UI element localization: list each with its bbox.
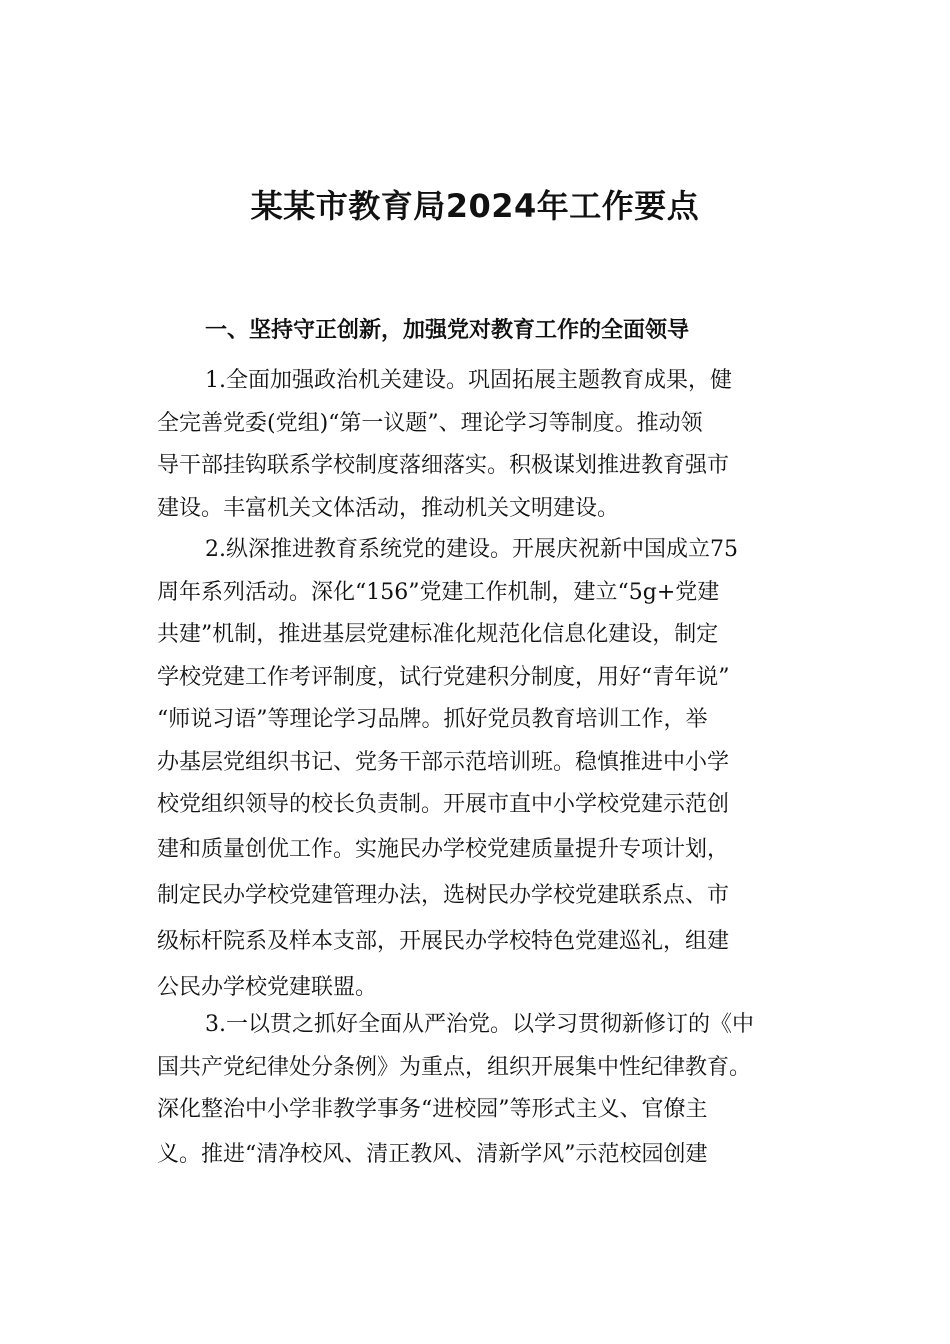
paragraph-line: 1.全面加强政治机关建设。巩固拓展主题教育成果，健: [205, 368, 732, 393]
paragraph-line: 全完善党委(党组)“第一议题”、理论学习等制度。推动领: [157, 410, 703, 436]
paragraph-2: [157, 529, 837, 1011]
paragraph-line: 办基层党组织书记、党务干部示范培训班。稳慎推进中小学: [157, 749, 730, 775]
paragraph-line: 级标杆院系及样本支部，开展民办学校特色党建巡礼，组建: [157, 928, 730, 954]
paragraph-line: 3.一以贯之抓好全面从严治党。以学习贯彻新修订的《中: [205, 1012, 754, 1037]
paragraph-3: [157, 1004, 837, 1178]
paragraph-line: 建设。丰富机关文体活动，推动机关文明建设。: [157, 495, 620, 521]
paragraph-line: 导干部挂钩联系学校制度落细落实。积极谋划推进教育强市: [157, 453, 730, 478]
paragraph-line: 学校党建工作考评制度，试行党建积分制度，用好“青年说”: [157, 664, 730, 690]
paragraph-line: 2.纵深推进教育系统党的建设。开展庆祝新中国成立75: [205, 537, 738, 562]
paragraph-line: 国共产党纪律处分条例》为重点，组织开展集中性纪律教育。: [157, 1054, 752, 1080]
paragraph-line: 校党组织领导的校长负责制。开展市直中小学校党建示范创: [157, 792, 730, 817]
document-title: 某某市教育局2024年工作要点: [250, 187, 700, 225]
paragraph-line: 深化整治中小学非教学事务“进校园”等形式主义、官僚主: [157, 1097, 708, 1122]
paragraph-1: [157, 360, 837, 530]
paragraph-line: 共建”机制，推进基层党建标准化规范化信息化建设，制定: [157, 622, 719, 647]
paragraph-line: 制定民办学校党建管理办法，选树民办学校党建联系点、市: [157, 882, 730, 908]
paragraph-line: 建和质量创优工作。实施民办学校党建质量提升专项计划，: [157, 836, 730, 862]
paragraph-line: 公民办学校党建联盟。: [157, 974, 378, 1000]
paragraph-line: 义。推进“清净校风、清正教风、清新学风”示范校园创建: [157, 1141, 708, 1167]
paragraph-line: “师说习语”等理论学习品牌。抓好党员教育培训工作，举: [157, 707, 708, 732]
section-heading: 一、坚持守正创新，加强党对教育工作的全面领导: [205, 318, 690, 343]
paragraph-line: 周年系列活动。深化“156”党建工作机制，建立“5g+党建: [157, 579, 720, 605]
